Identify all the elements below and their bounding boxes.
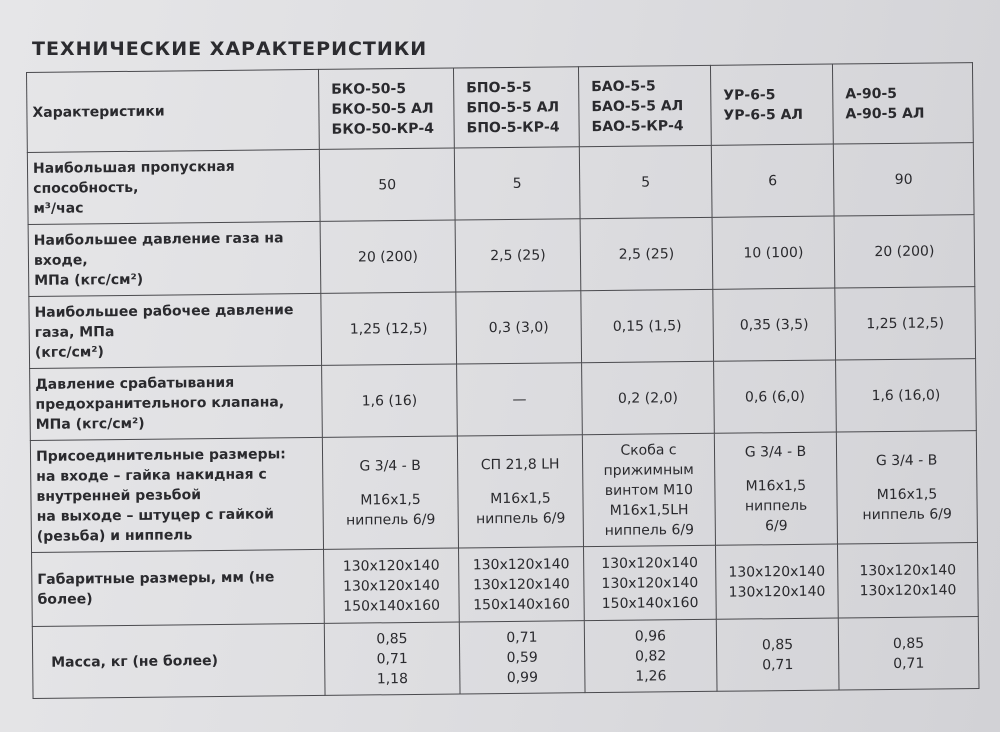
table-cell: 10 (100): [712, 216, 835, 289]
table-cell: [716, 618, 839, 691]
table-row: [28, 215, 975, 297]
label-line: предохранительного клапана,: [35, 393, 285, 413]
table-cell: 5: [454, 147, 580, 220]
model-name: А-90-5 АЛ: [845, 105, 925, 122]
header-model-5: [832, 63, 973, 144]
cell-line: 130х120х140: [859, 581, 957, 599]
cell-line: 0,82: [634, 647, 667, 665]
cell-line: 0,99: [506, 669, 539, 686]
inlet-value: СП 21,8 LH: [480, 455, 560, 473]
header-model-4: [710, 64, 833, 145]
table-cell: 50: [319, 148, 455, 221]
cell-line: 0,71: [762, 656, 794, 673]
table-header-row: [27, 63, 974, 153]
cell-line: 130х120х140: [472, 555, 570, 573]
table-cell: [714, 432, 837, 545]
cell-line: 0,96: [634, 627, 667, 645]
table-cell: 2,5 (25): [455, 219, 581, 292]
label-line: Присоединительные размеры:: [35, 445, 286, 465]
cell-line: 0,85: [892, 635, 925, 652]
table-cell: [715, 544, 838, 619]
page-title: ТЕХНИЧЕСКИЕ ХАРАКТЕРИСТИКИ: [32, 38, 428, 60]
cell-line: 1,18: [376, 670, 409, 687]
table-row: [32, 543, 979, 627]
table-cell: [459, 621, 585, 694]
table-cell: 0,2 (2,0): [582, 361, 715, 434]
cell-line: 150х140х160: [473, 595, 571, 613]
table-cell: [582, 433, 715, 546]
table-cell: [322, 436, 458, 549]
table-cell: 20 (200): [320, 220, 456, 293]
cell-line: 0,59: [506, 649, 538, 666]
table-cell: 0,6 (6,0): [714, 360, 837, 433]
model-name: БАО-5-КР-4: [591, 117, 684, 135]
table-row: [30, 359, 977, 441]
cell-line: 150х140х160: [343, 597, 441, 615]
table-cell: 2,5 (25): [580, 217, 713, 290]
cell-line: 1,26: [635, 667, 667, 685]
cell-line: 130х120х140: [728, 563, 826, 581]
table-cell: [837, 543, 978, 618]
cell-line: 0,71: [893, 655, 925, 672]
table-cell: 90: [833, 143, 974, 216]
table-cell: 1,25 (12,5): [835, 287, 976, 360]
table-cell: 0,15 (1,5): [581, 289, 714, 362]
model-name: БКО-50-КР-4: [331, 120, 435, 138]
header-label: Характеристики: [32, 103, 165, 121]
table-cell: 1,25 (12,5): [321, 292, 457, 365]
cell-line: 130х120х140: [342, 577, 440, 595]
table-cell: [457, 435, 583, 548]
header-model-1: [318, 68, 454, 149]
model-name: БПО-5-КР-4: [466, 118, 560, 136]
label-line: Наибольшее рабочее давление: [34, 301, 294, 321]
table-cell: 20 (200): [834, 215, 975, 288]
table-cell: [836, 431, 977, 544]
table-cell: 6: [711, 144, 834, 217]
table-row: [29, 287, 976, 369]
label-line: входе,: [33, 251, 88, 269]
label-line: Наибольшее давление газа на: [33, 229, 284, 249]
table-cell: [584, 545, 717, 620]
row-label-dimensions: [32, 549, 325, 626]
label-line: Масса, кг (не более): [51, 652, 219, 671]
row-label-inlet-pressure: [28, 221, 321, 296]
label-line: внутренней резьбой: [36, 486, 202, 505]
model-name: А-90-5: [845, 85, 898, 102]
cell-line: 130х120х140: [472, 575, 570, 593]
table-cell: 1,6 (16,0): [836, 359, 977, 432]
header-label-cell: [27, 69, 320, 152]
outlet-value: М16х1,5LH ниппель 6/9: [604, 501, 695, 539]
label-line: МПа (кгс/см²): [35, 415, 145, 433]
cell-line: 130х120х140: [859, 561, 957, 579]
cell-line: 130х120х140: [728, 583, 826, 601]
cell-line: 0,71: [376, 650, 408, 667]
label-line: способность,: [33, 179, 139, 197]
outlet-value: М16х1,5 ниппель 6/9: [345, 491, 436, 529]
cell-line: 130х120х140: [601, 574, 699, 592]
table-cell: 5: [579, 145, 712, 218]
cell-line: 0,85: [761, 636, 794, 653]
table-cell: [324, 548, 460, 623]
label-line: на входе – гайка накидная с: [36, 466, 267, 485]
model-name: БПО-5-5: [466, 79, 532, 96]
row-label-relief-pressure: [30, 365, 323, 440]
label-line: Наибольшая пропускная: [32, 158, 235, 177]
table-cell: 1,6 (16): [322, 364, 458, 437]
row-label-mass: [32, 623, 325, 698]
model-name: БКО-50-5 АЛ: [331, 100, 434, 118]
specs-table: [26, 62, 980, 699]
label-line: (резьба) и ниппель: [36, 526, 193, 545]
table-cell: —: [457, 363, 583, 436]
label-line: МПа (кгс/см²): [34, 271, 144, 289]
table-cell: [838, 617, 979, 690]
header-model-3: [578, 65, 711, 146]
outlet-value: М16х1,5 ниппель 6/9: [475, 490, 566, 527]
model-name: УР-6-5 АЛ: [723, 106, 804, 124]
cell-line: 0,71: [506, 629, 538, 646]
table-row: [27, 143, 974, 225]
header-model-2: [453, 67, 579, 148]
label-line: Габаритные размеры, мм (не: [37, 568, 275, 588]
table-cell: 0,35 (3,5): [713, 288, 836, 361]
label-line: более): [37, 590, 93, 608]
row-label-capacity: [27, 149, 320, 224]
table-cell: 0,3 (3,0): [456, 291, 582, 364]
model-name: БАО-5-5: [591, 77, 656, 95]
outlet-value: М16х1,5 ниппель 6/9: [744, 477, 808, 534]
inlet-value: G 3/4 - B: [359, 457, 421, 475]
model-name: БАО-5-5 АЛ: [591, 97, 684, 115]
label-line: м³/час: [33, 199, 84, 217]
label-line: (кгс/см²): [34, 343, 104, 361]
table-cell: [584, 619, 717, 692]
inlet-value: G 3/4 - B: [875, 451, 938, 469]
cell-line: 150х140х160: [601, 594, 699, 612]
table-cell: [324, 622, 460, 695]
model-name: БПО-5-5 АЛ: [466, 98, 560, 116]
table-row: [32, 617, 979, 699]
label-line: на выходе – штуцер с гайкой: [36, 505, 274, 525]
model-name: БКО-50-5: [331, 80, 407, 98]
row-label-working-pressure: [29, 293, 322, 368]
table-row: [30, 431, 977, 553]
table-cell: [459, 547, 585, 622]
row-label-connection: [30, 437, 323, 552]
model-name: УР-6-5: [723, 86, 776, 104]
cell-line: 130х120х140: [601, 554, 699, 572]
cell-line: 130х120х140: [342, 557, 440, 575]
label-line: газа, МПа: [34, 323, 115, 341]
label-line: Давление срабатывания: [35, 374, 235, 393]
outlet-value: М16х1,5 ниппель 6/9: [862, 485, 952, 523]
cell-line: 0,85: [376, 630, 408, 647]
inlet-value: Скоба с прижимным винтом М10: [603, 441, 694, 499]
inlet-value: G 3/4 - B: [744, 443, 807, 460]
